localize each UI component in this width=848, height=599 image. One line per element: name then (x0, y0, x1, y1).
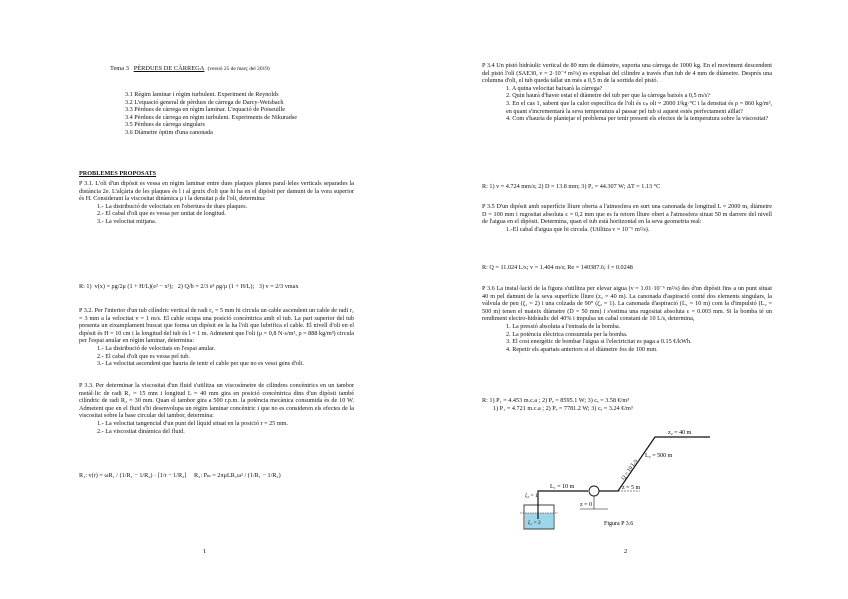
figure-caption: Figura P 3.6 (604, 521, 634, 527)
problem-3-5 (482, 203, 772, 233)
result-3-6 (482, 397, 633, 412)
page-header (110, 65, 410, 72)
result-3-1 (79, 283, 369, 291)
problem-item: 4. Repetir els apartats anteriors si el diàmetre fos de 100 mm. (506, 345, 658, 353)
problem-3-1 (79, 180, 354, 226)
header-title: PÈRDUES DE CÀRREGA (133, 65, 205, 72)
problem-text: P 3.1. L'oli d'un dipòsit es vessa en règim laminar entre dues plaques planes paral·leles verticals separades la distància 2e. L'alçària de les plaques és l i al gruix d'oli que hi ha en el dipòsit per damunt de la vora superior és H. Considerant la viscositat dinàmica μ i la densitat ρ de l'oli, determina: (79, 180, 354, 203)
problem-item: 1. La pressió absoluta a l'entrada de la bomba. (506, 322, 621, 330)
section-title: PROBLEMES PROPOSATS (79, 170, 157, 177)
toc-item: 3.4 Pèrdues de càrrega en règim turbulent. Experiments de Nikuradse (125, 113, 297, 121)
label-l2: L₂ = 500 m (645, 453, 673, 459)
label-zeta1: ζ₁ = 2 (528, 520, 541, 526)
toc-item: 3.2 L'equació general de pèrdues de càrrega de Darcy-Weisbach (125, 98, 284, 106)
problem-3-2 (79, 307, 354, 368)
result-formula: R₁: v(r) = ωR₁ / (1/R₁ − 1/R₂) · [1/r − 1/R₂] (79, 472, 187, 479)
problem-3-6 (482, 285, 772, 353)
result-3-3 (79, 472, 379, 480)
problem-text: P 3.5 D'un dipòsit amb superfície lliure oberta a l'atmosfera en surt una canonada de longitud L = 2000 m, diàmetre D = 100 mm i rugositat absoluta ε = 0,2 mm que es fa retorn lliure obert a l'atmosfera situat 50 m darrere del nivell de l'aigua en el dipòsit. Determina, quan el tub està horitzontal en la seva geometria real: (482, 203, 772, 226)
result-label: R: 1) (79, 283, 92, 290)
page-number: 1 (203, 548, 207, 555)
problem-item: 1.- La distribució de velocitats en l'obertura de dues plaques. (97, 202, 248, 210)
result-formula: 2) Q/b = 2/3 e³ ρg/μ (1 + H/L); (177, 283, 255, 290)
result-line: R: 1) P₁ = 4.453 m.c.a ; 2) Pₑ = 8595.1 W; 3) cₑ = 3.58 €/m³ (482, 397, 630, 404)
label-l1: L₁ = 10 m (550, 484, 575, 490)
problem-item: 2.- La viscositat dinàmica del fluid. (97, 427, 185, 435)
discharge-pipe (599, 437, 710, 491)
result-line: 1) P₁ = 4.721 m.c.a ; 2) Pₑ = 7781.2 W; 3) cₑ = 3.24 €/m³ (493, 404, 633, 412)
label-flow: Q = 10 L/s (620, 458, 640, 482)
label-z1: z = 5 m (622, 485, 641, 491)
toc-item: 3.3 Pèrdues de càrrega en règim laminar. L'equació de Poiseuille (125, 106, 286, 114)
problem-item: 1.- La velocitat tangencial d'un punt del líquid situat en la posició r = 25 mm. (97, 419, 289, 427)
problem-text: P 3.4 Un pistó hidràulic vertical de 80 mm de diàmetre, suporta una càrrega de 1000 kg. En el moviment descendent del pistó l'oli (SAE30, ν = 2·10⁻⁴ m²/s) es expulsat del cilindre a través d'un tub de 4 mm de diàmetre. Després una columna d'oli, el tub queda tallat un més a 0,5 m de la sortida del pistó. (482, 62, 772, 85)
problem-item: 1.- La distribució de velocitats en l'espai anular. (97, 344, 216, 352)
problem-item: 2.- El cabal d'oli que es vessa pel tub. (97, 352, 190, 360)
result-formula: v(x) = ρg/2μ (1 + H/L)(e² − x²); (94, 283, 174, 290)
result-formula: 3) v = 2/3 vmax (258, 283, 299, 290)
problem-item: 2.- El cabal d'oli que es vessa per unitat de longitud. (97, 210, 226, 218)
problem-item: 2. Quin haurà d'haver estat el diàmetre del tub per que la càrrega baixés a 0,5 m/s? (506, 92, 710, 100)
problem-text: P 3.3. Per determinar la viscositat d'un fluid s'utilitza un viscosímetre de cilindres concèntrics en un tambor metàl·lic de radi R₁ = 15 mm i longitud L = 40 mm gira en posició concèntrica dins d'un dipòsit també cilíndric de radi R₂ = 30 mm. Quan el tambor gira a 500 r.p.m. la potència mecànica consumida és de 10 W. Admetent que en el fluid s'hi desenvolupa un règim laminar concèntric i que no es consideren els efectes de la viscositat sobre la base circular del tambor, determina: (79, 382, 354, 420)
problem-item: 3. El cost energètic de bombar l'aigua si l'electricitat es paga a 0.15 €/kWh. (506, 338, 692, 346)
problem-text: P 3.2. Per l'interior d'un tub cilíndric vertical de radi r₂ = 5 mm hi circula un cable ascendent un cable de radi r₁ = 3 mm a la velocitat v = 1 m/s. El cable ocupa una posició concèntrica amb el tub. La part superior del tub presenta un eixamplament buscat que forma un dipòsit en la ha l'oli que lubrifica el cable. El nivell d'oli en el dipòsit és H = 10 cm i la longitud del tub és l = 1 m. Admetent que l'oli (μ = 0,8 N·s/m², ρ = 888 kg/m³) circula per l'espai anular en règim laminar, determina: (79, 307, 354, 345)
problem-item: 3. En el cas 1, sabent que la calor específica de l'oli és cₚ oli = 2000 J/kg·°C i la densitat és ρ = 860 kg/m³, en quant s'incrementarà la seva temperatura al passar pel tub si aquest estés perfectament aïllat? (506, 99, 772, 115)
table-of-contents (125, 91, 425, 137)
label-z0: z = 0 (580, 502, 593, 508)
problem-item: 4. Com s'hauria de plantejar el problema per tenir present els efectes de la temperatura sobre la viscositat? (506, 115, 769, 123)
problem-item: 2. La potència elèctrica consumida per la bomba. (506, 330, 628, 338)
problem-item: 1.-El cabal d'aigua que hi circula. (Utilitza ν = 10⁻⁶ m²/s). (506, 225, 650, 233)
result-3-4: R: 1) v = 4.724 mm/s; 2) D = 13.8 mm; 3) Pₐ = 44.307 W; ΔT = 1.13 °C (482, 183, 661, 190)
toc-item: 3.1 Règim laminar i règim turbulent. Experiment de Reynolds (125, 91, 279, 98)
problem-3-4 (482, 62, 772, 123)
result-3-5: R: Q = 11.024 L/s; v = 1.404 m/s; Re = 140387.6; f = 0.0248 (482, 264, 633, 271)
result-formula: R₂: Pₘ = 2πμLR₁ω² / (1/R₁ − 1/R₂) (194, 472, 281, 479)
toc-item: 3.5 Pèrdues de càrrega singulars (125, 121, 205, 129)
pump-icon (589, 486, 599, 496)
label-zeta2: ζ₂ = 1 (525, 493, 538, 499)
header-tema: Tema 3 (110, 65, 129, 72)
header-version: (versió 25 de març del 2019) (207, 66, 270, 72)
problem-3-3 (79, 382, 354, 435)
problem-item: 3.- La velocitat mitjana. (97, 217, 157, 225)
toc-item: 3.6 Diàmetre òptim d'una canonada (125, 128, 213, 136)
pump-installation-figure (520, 425, 720, 535)
problem-text: P 3.6 La instal·lació de la figura s'utilitza per elevar aigua (ν = 1.01·10⁻⁶ m²/s) des d'un dipòsit fins a un punt situat 40 m pel damunt de la seva superfície lliure (z₂ = 40 m). La canonada d'aspiració conté dos elements singulars, la vàlvula de peu (ζ₁ = 2) i una colzada de 90° (ζ₂ = 1). La canonada d'aspiració (L₁ = 10 m) com la d'impulsió (L₂ = 500 m) tenen el mateix diàmetre (D = 50 mm) i s'estima una rugositat absoluta ε = 0.003 mm. Si la bomba té un rendiment electro-hidràulic del 40% i impulsa un cabal constant de 10 L/s, determina, (482, 285, 772, 323)
label-z2: z₂ = 40 m (668, 430, 692, 436)
page-number: 2 (624, 548, 628, 555)
problem-item: 3.- La velocitat ascendent que hauria de tenir el cable per que no es vessi gens d'oli. (97, 360, 304, 368)
problem-item: 1. A quina velocitat baixarà la càrrega? (506, 84, 603, 92)
